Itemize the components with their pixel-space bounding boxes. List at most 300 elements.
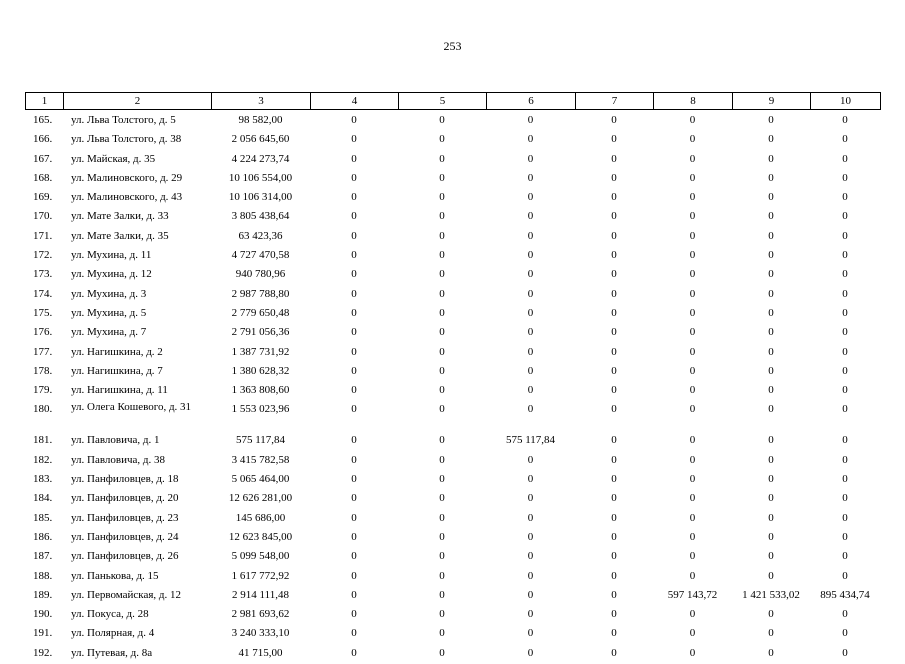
- value-cell: 98 582,00: [238, 114, 283, 126]
- value-cell: 0: [439, 345, 445, 358]
- value-cell: 0: [768, 384, 774, 397]
- address-cell: ул. Льва Толстого, д. 5: [71, 114, 176, 126]
- address-cell: ул. Панфиловцев, д. 24: [71, 530, 179, 543]
- value-cell: 0: [351, 473, 357, 486]
- address-cell: ул. Нагишкина, д. 2: [71, 345, 163, 358]
- value-cell: 0: [689, 229, 696, 242]
- value-cell: 0: [768, 171, 774, 184]
- value-cell: 0: [611, 171, 617, 184]
- value-cell: 0: [439, 550, 445, 563]
- value-cell: 0: [527, 530, 534, 543]
- value-cell: 0: [611, 287, 617, 300]
- value-cell: 0: [768, 191, 774, 204]
- value-cell: 0: [611, 646, 617, 659]
- column-header: 6: [487, 93, 576, 110]
- value-cell: 0: [611, 345, 617, 358]
- address-cell: ул. Льва Толстого, д. 38: [71, 133, 182, 146]
- value-cell: 0: [689, 646, 696, 659]
- value-cell: 0: [527, 403, 534, 416]
- value-cell: 0: [689, 569, 696, 582]
- value-cell: 0: [351, 229, 357, 242]
- value-cell: 1 617 772,92: [231, 569, 290, 582]
- value-cell: 0: [439, 384, 445, 397]
- address-cell: ул. Полярная, д. 4: [71, 627, 155, 640]
- row-number: 177.: [33, 345, 53, 358]
- value-cell: 0: [689, 171, 696, 184]
- address-cell: ул. Нагишкина, д. 11: [71, 384, 168, 397]
- value-cell: 0: [768, 492, 774, 505]
- value-cell: 0: [351, 287, 357, 300]
- value-cell: 0: [842, 492, 848, 505]
- table-row: [25, 131, 880, 150]
- address-cell: ул. Мухина, д. 7: [71, 326, 147, 339]
- table-row: [25, 587, 880, 606]
- value-cell: 0: [689, 133, 696, 146]
- address-cell: ул. Мате Залки, д. 35: [71, 229, 169, 242]
- value-cell: 0: [439, 569, 445, 582]
- value-cell: 0: [439, 473, 445, 486]
- value-cell: 0: [611, 453, 617, 466]
- value-cell: 0: [768, 473, 774, 486]
- table-row: [25, 363, 880, 382]
- value-cell: 0: [527, 345, 534, 358]
- table-row: [25, 151, 880, 170]
- column-header: 2: [64, 93, 212, 110]
- value-cell: 0: [768, 268, 774, 281]
- value-cell: 0: [527, 473, 534, 486]
- value-cell: 2 791 056,36: [231, 326, 290, 339]
- column-header: 7: [576, 93, 654, 110]
- value-cell: 0: [527, 453, 534, 466]
- address-cell: ул. Мухина, д. 12: [71, 268, 152, 281]
- row-number: 187.: [33, 550, 53, 563]
- value-cell: 3 805 438,64: [231, 210, 290, 223]
- address-cell: ул. Панфиловцев, д. 23: [71, 511, 179, 524]
- value-cell: 0: [439, 608, 445, 621]
- value-cell: 0: [842, 326, 848, 339]
- value-cell: 575 117,84: [235, 434, 286, 447]
- row-number: 179.: [33, 384, 53, 397]
- address-cell: [63, 401, 211, 432]
- row-number: 165.: [33, 114, 53, 126]
- value-cell: 0: [351, 249, 357, 262]
- value-cell: 0: [611, 249, 617, 262]
- value-cell: 0: [842, 384, 848, 397]
- value-cell: 0: [842, 171, 848, 184]
- value-cell: 0: [842, 569, 848, 582]
- value-cell: 1 387 731,92: [231, 345, 290, 358]
- value-cell: 63 423,36: [238, 229, 283, 242]
- address-cell: ул. Майская, д. 35: [71, 152, 156, 165]
- value-cell: 0: [351, 453, 357, 466]
- table-row: [25, 625, 880, 644]
- value-cell: 0: [351, 210, 357, 223]
- value-cell: 0: [689, 191, 696, 204]
- value-cell: 0: [842, 287, 848, 300]
- row-number: 185.: [33, 511, 53, 524]
- address-cell: ул. Панфиловцев, д. 18: [71, 473, 179, 486]
- value-cell: 2 981 693,62: [231, 608, 290, 621]
- address-cell: ул. Малиновского, д. 43: [71, 191, 183, 204]
- value-cell: 0: [351, 588, 357, 601]
- address-cell: ул. Мате Залки, д. 33: [71, 210, 169, 223]
- value-cell: 0: [842, 210, 848, 223]
- row-number: 174.: [33, 287, 53, 300]
- table-row: [25, 432, 880, 451]
- column-header-table: [25, 92, 881, 110]
- row-number: 178.: [33, 364, 53, 377]
- value-cell: 0: [439, 114, 445, 126]
- value-cell: 0: [351, 171, 357, 184]
- value-cell: 0: [439, 133, 445, 146]
- row-number: 190.: [33, 608, 53, 621]
- value-cell: 0: [611, 530, 617, 543]
- value-cell: 0: [611, 384, 617, 397]
- column-header: 9: [733, 93, 811, 110]
- value-cell: 0: [527, 608, 534, 621]
- value-cell: 0: [689, 345, 696, 358]
- table-row: [25, 266, 880, 285]
- row-number: 182.: [33, 453, 53, 466]
- value-cell: 0: [842, 249, 848, 262]
- value-cell: 0: [527, 384, 534, 397]
- value-cell: 0: [439, 210, 445, 223]
- value-cell: 0: [611, 268, 617, 281]
- value-cell: 0: [689, 453, 696, 466]
- value-cell: 0: [768, 364, 774, 377]
- value-cell: 0: [689, 403, 696, 416]
- address-cell: ул. Панькова, д. 15: [71, 569, 159, 582]
- table-row: [25, 112, 880, 131]
- value-cell: 41 715,00: [238, 646, 283, 659]
- address-cell: ул. Путевая, д. 8а: [71, 646, 153, 659]
- value-cell: 0: [527, 152, 534, 165]
- value-cell: 0: [527, 627, 534, 640]
- value-cell: 1 421 533,02: [742, 588, 800, 601]
- value-cell: 0: [351, 133, 357, 146]
- column-header-row: [26, 93, 881, 110]
- column-header: 8: [654, 93, 733, 110]
- value-cell: 0: [689, 384, 696, 397]
- value-cell: 0: [768, 326, 774, 339]
- value-cell: 597 143,72: [667, 588, 718, 601]
- value-cell: 0: [611, 434, 617, 447]
- value-cell: 0: [611, 627, 617, 640]
- row-number: 173.: [33, 268, 53, 281]
- value-cell: 0: [351, 646, 357, 659]
- value-cell: 0: [611, 152, 617, 165]
- value-cell: 575 117,84: [505, 434, 556, 447]
- table-row: [25, 645, 880, 664]
- value-cell: 0: [351, 608, 357, 621]
- value-cell: 0: [527, 511, 534, 524]
- value-cell: 0: [842, 268, 848, 281]
- value-cell: 3 240 333,10: [231, 627, 290, 640]
- value-cell: 12 626 281,00: [228, 492, 293, 505]
- value-cell: 0: [351, 345, 357, 358]
- value-cell: 0: [439, 511, 445, 524]
- value-cell: 0: [768, 287, 774, 300]
- column-header: 4: [311, 93, 399, 110]
- address-text: ул. Олега Кошевого, д. 31: [71, 401, 192, 414]
- value-cell: 0: [768, 453, 774, 466]
- value-cell: 0: [351, 384, 357, 397]
- value-cell: 0: [842, 191, 848, 204]
- value-cell: 0: [527, 326, 534, 339]
- value-cell: 0: [842, 511, 848, 524]
- row-number: 175.: [33, 306, 53, 319]
- value-cell: 0: [768, 114, 774, 126]
- value-cell: 0: [689, 249, 696, 262]
- row-number: 180.: [33, 403, 53, 416]
- value-cell: 0: [527, 569, 534, 582]
- value-cell: 0: [527, 364, 534, 377]
- value-cell: 0: [611, 473, 617, 486]
- value-cell: 0: [351, 569, 357, 582]
- address-cell: ул. Покуса, д. 28: [71, 608, 149, 621]
- value-cell: 0: [689, 326, 696, 339]
- table-row: [25, 529, 880, 548]
- value-cell: 3 415 782,58: [231, 453, 290, 466]
- address-cell: ул. Павловича, д. 1: [71, 434, 160, 447]
- value-cell: 0: [611, 608, 617, 621]
- value-cell: 0: [689, 473, 696, 486]
- value-cell: 0: [439, 268, 445, 281]
- value-cell: 0: [611, 133, 617, 146]
- value-cell: 0: [351, 306, 357, 319]
- address-cell: ул. Нагишкина, д. 7: [71, 364, 163, 377]
- value-cell: 0: [768, 511, 774, 524]
- value-cell: 0: [768, 133, 774, 146]
- value-cell: 0: [439, 492, 445, 505]
- value-cell: 0: [842, 453, 848, 466]
- value-cell: 0: [611, 588, 617, 601]
- value-cell: 0: [527, 550, 534, 563]
- column-header: 3: [212, 93, 311, 110]
- value-cell: 0: [768, 530, 774, 543]
- value-cell: 0: [351, 152, 357, 165]
- value-cell: 0: [439, 306, 445, 319]
- value-cell: 0: [439, 152, 445, 165]
- value-cell: 0: [768, 608, 774, 621]
- value-cell: 2 987 788,80: [231, 287, 290, 300]
- address-cell: ул. Мухина, д. 5: [71, 306, 147, 319]
- table-row: [25, 490, 880, 509]
- value-cell: 0: [439, 229, 445, 242]
- value-cell: 0: [527, 287, 534, 300]
- value-cell: 0: [689, 511, 696, 524]
- value-cell: 0: [842, 646, 848, 659]
- value-cell: 0: [689, 364, 696, 377]
- value-cell: 0: [768, 152, 774, 165]
- table-row: [25, 344, 880, 363]
- table-row: [25, 471, 880, 490]
- value-cell: 0: [611, 403, 617, 416]
- value-cell: 0: [351, 530, 357, 543]
- value-cell: 0: [527, 210, 534, 223]
- column-header: 1: [26, 93, 64, 110]
- value-cell: 145 686,00: [235, 511, 286, 524]
- value-cell: 4 224 273,74: [231, 152, 290, 165]
- value-cell: 0: [689, 306, 696, 319]
- value-cell: 0: [768, 646, 774, 659]
- value-cell: 0: [527, 268, 534, 281]
- row-number: 186.: [33, 530, 53, 543]
- table-row: [25, 228, 880, 247]
- value-cell: 0: [527, 133, 534, 146]
- value-cell: 0: [611, 191, 617, 204]
- value-cell: 0: [527, 171, 534, 184]
- value-cell: 940 780,96: [235, 268, 286, 281]
- value-cell: 0: [689, 608, 696, 621]
- address-cell: ул. Мухина, д. 3: [71, 287, 147, 300]
- value-cell: 10 106 554,00: [228, 171, 293, 184]
- value-cell: 0: [768, 550, 774, 563]
- value-cell: 0: [768, 210, 774, 223]
- value-cell: 0: [842, 434, 848, 447]
- row-number: 181.: [33, 434, 53, 447]
- value-cell: 0: [768, 569, 774, 582]
- address-cell: ул. Панфиловцев, д. 20: [71, 492, 179, 505]
- row-number: 166.: [33, 133, 53, 146]
- value-cell: 0: [527, 306, 534, 319]
- value-cell: 0: [351, 114, 357, 126]
- table-row: [25, 286, 880, 305]
- row-number: 184.: [33, 492, 53, 505]
- value-cell: 0: [611, 550, 617, 563]
- value-cell: 12 623 845,00: [228, 530, 293, 543]
- value-cell: 0: [439, 434, 445, 447]
- page-number: 253: [443, 39, 462, 53]
- row-number: 170.: [33, 210, 53, 223]
- row-number: 192.: [33, 646, 53, 659]
- value-cell: 0: [842, 403, 848, 416]
- table-row: [25, 548, 880, 567]
- row-number: 168.: [33, 171, 53, 184]
- value-cell: 0: [611, 229, 617, 242]
- value-cell: 0: [689, 492, 696, 505]
- value-cell: 0: [527, 646, 534, 659]
- value-cell: 0: [768, 306, 774, 319]
- column-header: 5: [399, 93, 487, 110]
- table-row: [25, 170, 880, 189]
- value-cell: 0: [439, 326, 445, 339]
- value-cell: 2 056 645,60: [231, 133, 290, 146]
- value-cell: 0: [611, 210, 617, 223]
- value-cell: 0: [842, 530, 848, 543]
- row-number: 183.: [33, 473, 53, 486]
- value-cell: 0: [351, 326, 357, 339]
- table-row: [25, 189, 880, 208]
- row-number: 169.: [33, 191, 53, 204]
- value-cell: 0: [439, 627, 445, 640]
- value-cell: 0: [689, 627, 696, 640]
- value-cell: 0: [611, 569, 617, 582]
- address-cell: ул. Малиновского, д. 29: [71, 171, 183, 184]
- value-cell: 0: [689, 434, 696, 447]
- value-cell: 0: [439, 646, 445, 659]
- value-cell: 0: [768, 434, 774, 447]
- value-cell: 0: [842, 364, 848, 377]
- value-cell: 0: [611, 511, 617, 524]
- value-cell: 0: [527, 249, 534, 262]
- value-cell: 0: [351, 627, 357, 640]
- table-row: [25, 208, 880, 227]
- value-cell: 0: [527, 191, 534, 204]
- value-cell: 1 553 023,96: [231, 403, 290, 416]
- address-cell: ул. Павловича, д. 38: [71, 453, 165, 466]
- value-cell: 0: [842, 550, 848, 563]
- value-cell: 0: [611, 364, 617, 377]
- value-cell: 0: [689, 530, 696, 543]
- value-cell: 0: [351, 550, 357, 563]
- value-cell: 0: [351, 364, 357, 377]
- column-header: 10: [811, 93, 881, 110]
- value-cell: 0: [689, 550, 696, 563]
- address-cell: ул. Первомайская, д. 12: [71, 588, 181, 601]
- value-cell: 0: [611, 306, 617, 319]
- table-row: [25, 382, 880, 401]
- value-cell: 5 065 464,00: [231, 473, 290, 486]
- value-cell: 0: [611, 326, 617, 339]
- value-cell: 0: [842, 306, 848, 319]
- value-cell: 0: [351, 434, 357, 447]
- value-cell: 0: [768, 229, 774, 242]
- value-cell: 4 727 470,58: [231, 249, 290, 262]
- table-row: [25, 305, 880, 324]
- value-cell: 0: [768, 345, 774, 358]
- value-cell: 0: [439, 171, 445, 184]
- value-cell: 1 363 808,60: [231, 384, 290, 397]
- row-number: 189.: [33, 588, 53, 601]
- address-cell: ул. Панфиловцев, д. 26: [71, 550, 179, 563]
- value-cell: 0: [842, 345, 848, 358]
- value-cell: 0: [842, 608, 848, 621]
- table-row: [25, 401, 880, 432]
- value-cell: 0: [351, 191, 357, 204]
- row-number: 172.: [33, 249, 53, 262]
- value-cell: 1 380 628,32: [231, 364, 290, 377]
- value-cell: 0: [439, 191, 445, 204]
- value-cell: 0: [439, 364, 445, 377]
- row-number: 188.: [33, 569, 53, 582]
- table-row: [25, 568, 880, 587]
- value-cell: 0: [527, 588, 534, 601]
- value-cell: 5 099 548,00: [231, 550, 290, 563]
- value-cell: 0: [527, 114, 534, 126]
- value-cell: 0: [768, 249, 774, 262]
- value-cell: 0: [439, 453, 445, 466]
- value-cell: 0: [689, 287, 696, 300]
- value-cell: 0: [351, 511, 357, 524]
- value-cell: 0: [439, 249, 445, 262]
- value-cell: 0: [842, 473, 848, 486]
- value-cell: 10 106 314,00: [228, 191, 293, 204]
- table-row: [25, 606, 880, 625]
- value-cell: 2 914 111,48: [232, 588, 289, 601]
- value-cell: 0: [439, 287, 445, 300]
- row-number: 176.: [33, 326, 53, 339]
- value-cell: 0: [768, 627, 774, 640]
- value-cell: 0: [768, 403, 774, 416]
- value-cell: 0: [842, 114, 848, 126]
- value-cell: 0: [611, 114, 617, 126]
- value-cell: 0: [439, 588, 445, 601]
- value-cell: 0: [527, 229, 534, 242]
- value-cell: 0: [689, 210, 696, 223]
- value-cell: 0: [351, 403, 357, 416]
- value-cell: 0: [689, 268, 696, 281]
